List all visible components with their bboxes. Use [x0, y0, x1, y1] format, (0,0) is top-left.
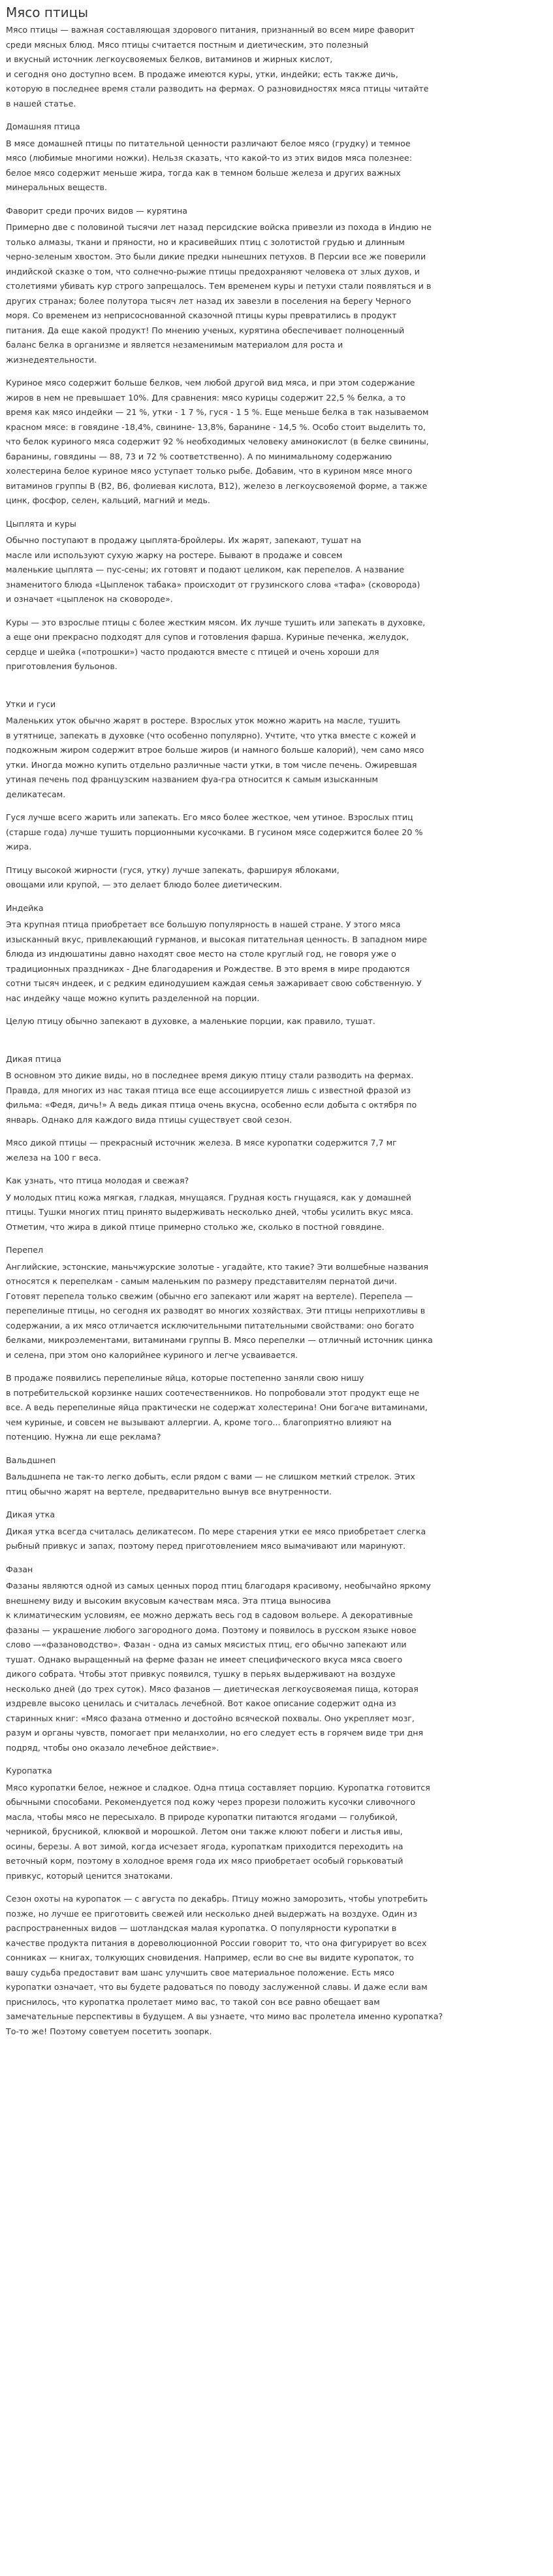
paragraph-line: маленькие цыплята — пус-сены; их готовят и подают целиком, как перепелов. А название — [6, 565, 405, 574]
paragraph-line: Целую птицу обычно запекают в духовке, а маленькие порции, как правило, тушат. — [6, 1016, 375, 1026]
paragraph — [6, 917, 548, 1006]
paragraph-line: куропатки означает, что вы будете радоваться по поводу заслуженной славы. И даже если вам — [6, 1982, 428, 1992]
paragraph-line: фильма: «Федя, дичь!» А ведь дикая птица очень вкусна, особенно если добыта с октября по — [6, 1100, 417, 1110]
section-heading: Вальдшнеп — [6, 1455, 56, 1465]
paragraph-line: и вкусный источник легкоусвояемых белков, витаминов и жирных кислот, — [6, 54, 333, 64]
paragraph-line: осины, березы. А вот зимой, когда исчезает ягода, куропаткам приходится переходить на — [6, 1841, 403, 1851]
paragraph-line: Правда, для многих из нас такая птица все еще ассоциируется лишь с известной фразой из — [6, 1085, 411, 1095]
paragraph-line: Обычно поступают в продажу цыплята-бройлеры. Их жарят, запекают, тушат на — [6, 535, 362, 545]
section-spacer — [6, 683, 548, 697]
paragraph-line: рыбный привкус и запах, поэтому перед приготовлением мясо вымачивают или маринуют. — [6, 1541, 406, 1551]
paragraph-line: замечательные перспективы в будущем. А вы узнаете, что мимо вас пролетела именно куропатка? — [6, 2011, 443, 2021]
paragraph-line: в утятнице, запекать в духовке (что особенно популярно). Учтите, что утка вместе с кожей и — [6, 730, 417, 740]
paragraph — [6, 1191, 548, 1235]
paragraph-line: нас индейку чаще можно купить разделенной на порции. — [6, 993, 260, 1003]
paragraph-line: В мясе домашней птицы по питательной ценности различают белое мясо (грудку) и темное — [6, 138, 411, 148]
paragraph-line: сердце и шейка («потрошки») часто продаются вместе с птицей и очень хороши для — [6, 646, 379, 657]
paragraph-line: чем куриные, и совсем не вызывают аллергии. А, кроме того... благоприятно влияют на — [6, 1417, 392, 1427]
paragraph-line: обычными способами. Рекомендуется под кожу через прорези положить кусочки сливочного — [6, 1797, 416, 1807]
paragraph-line: жиров в нем не превышает 10%. Для сравнения: мясо курицы содержит 22,5 % белка, а то — [6, 392, 406, 403]
paragraph-line: фазаны — украшение любого загородного дома. Поэтому и появилось в русском языке новое — [6, 1625, 417, 1635]
paragraph-line: птиц обычно жарят на вертеле, предварительно вынув все внутренности. — [6, 1486, 332, 1496]
paragraph — [6, 863, 548, 893]
paragraph-line: издревле высоко ценилась и считалась лечебной. Вот какое описание содержит одна из — [6, 1698, 396, 1708]
paragraph-line: птицы. Тушки многих птиц принято выдерживать несколько дней, чтобы усилить вкус мяса. — [6, 1207, 414, 1217]
paragraph — [6, 810, 548, 855]
section-heading: Фаворит среди прочих видов — курятина — [6, 205, 187, 216]
paragraph-line: традиционных праздниках - Дне благодарения и Рождестве. В это время в мире продаются — [6, 963, 410, 974]
paragraph-line: В основном это дикие виды, но в последнее время дикую птицу стали разводить на фермах. — [6, 1070, 414, 1080]
paragraph-line: цинк, фосфор, селен, кальций, магний и медь. — [6, 495, 210, 505]
paragraph-line: знаменитого блюда «Цыпленок табака» происходит от грузинского слова «тафа» (сковорода) — [6, 579, 420, 589]
paragraph-line: в потребительской корзинке наших соотечественников. Но попробовали этот продукт еще не — [6, 1387, 420, 1398]
paragraph-line: которую в последнее время стали разводить на фермах. О разновидностях мяса птицы читайте — [6, 84, 429, 93]
paragraph-line: тушат. Однако выращенный на ферме фазан не имеет специфического вкуса мяса своего — [6, 1654, 403, 1664]
paragraph — [6, 1068, 548, 1127]
paragraph-line: содержании, а их мясо отличается исключительными питательными свойствами: оно богато — [6, 1320, 415, 1330]
section-heading: Перепел — [6, 1245, 43, 1255]
paragraph-line: распространенных видов — шотландская малая куропатка. О популярности куропатки в — [6, 1923, 397, 1933]
paragraph-line: приготовления бульонов. — [6, 661, 118, 671]
paragraph — [6, 220, 548, 367]
paragraph-line: и сегодня оно доступно всем. В продаже имеются куры, утки, индейки; есть также дичь, — [6, 69, 398, 79]
paragraph-line: веточный корм, поэтому в холодное время года их мясо приобретает особый горьковатый — [6, 1856, 403, 1866]
paragraph-line: Фазаны являются одной из самых ценных пород птиц благодаря красивому, необычайно яркому — [6, 1581, 431, 1591]
section-heading: Куропатка — [6, 1766, 52, 1775]
paragraph-line: овощами или крупой, — это делает блюдо более диетическим. — [6, 880, 282, 889]
paragraph-line: перепелиные птицы, но сегодня их разводят во многих хозяйствах. Эти птицы неприхотливы в — [6, 1306, 426, 1315]
paragraph-line: Мясо куропатки белое, нежное и сладкое. Одна птица составляет порцию. Куропатка готовится — [6, 1782, 430, 1792]
paragraph-line: Мясо дикой птицы — прекрасный источник железа. В мясе куропатки содержится 7,7 мг — [6, 1138, 397, 1148]
paragraph-line: черно-зеленым хвостом. Это были дикие предки нынешних петухов. В Персии все же поверили — [6, 252, 426, 261]
paragraph-line: Эта крупная птица приобретает все большую популярность в нашей стране. У этого мяса — [6, 919, 401, 929]
section-heading: Дикая утка — [6, 1510, 55, 1519]
paragraph-line: Мясо птицы — важная составляющая здорового питания, признанный во всем мире фаворит — [6, 25, 415, 35]
paragraph-line: сонниках — книгах, толкующих сновидения. Например, если во сне вы видите куропаток, то — [6, 1953, 414, 1962]
paragraph — [6, 1579, 548, 1755]
paragraph-line: что белок куриного мяса содержит 92 % необходимых человеку аминокислот (в белке свинины, — [6, 437, 429, 446]
paragraph-line: баранины, говядины — 88, 73 и 72 % соответственно). А по минимальному содержанию — [6, 451, 392, 461]
paragraph-line: вашу судьба предоставит вам шанс улучшить свое материальное положение. Есть мясо — [6, 1967, 394, 1977]
paragraph-line: сотни тысяч индеек, и с редким единодушием каждая семья зажаривает свою собственную. У — [6, 978, 422, 988]
paragraph-line: блюда из индюшатины давно находят свое место на столе круглый год, не говоря уже о — [6, 949, 396, 959]
section-heading: Дикая птица — [6, 1053, 61, 1064]
paragraph-line: масла, чтобы мясо не пересыхало. В природе куропатки питаются ягодами — голубикой, — [6, 1811, 398, 1822]
paragraph-line: внешнему виду и высоким вкусовым качествам мяса. Эта птица выносива — [6, 1595, 331, 1606]
paragraph-line: жира. — [6, 842, 32, 851]
paragraph-line: слово —«фазановодство». Фазан - одна из самых мясистых птиц, его обычно запекают или — [6, 1640, 407, 1649]
paragraph-line: подряд, чтобы оно оказало лечебное действие». — [6, 1742, 219, 1753]
paragraph-line: изысканный вкус, привлекающий гурманов, и высокая питательная ценность. В западном мире — [6, 934, 427, 944]
paragraph-line: январь. Однако для каждого вида птицы существует свой сезон. — [6, 1114, 292, 1125]
paragraph-line: дикого собрата. Чтобы этот привкус появился, тушку в перьях выдерживают на воздухе — [6, 1669, 396, 1679]
paragraph-line: Готовят перепела только свежим (обычно его запекают или жарят на вертеле). Перепела — — [6, 1291, 413, 1301]
paragraph-line: все. А ведь перепелиные яйца практически не содержат холестерина! Они богаче витаминами, — [6, 1402, 428, 1412]
section-spacer — [6, 1038, 548, 1052]
paragraph-line: столетиями убивать кур строго запрещалось. Тем временем куры и петухи стали появляться и в — [6, 281, 432, 291]
section-heading: Цыплята и куры — [6, 518, 76, 529]
paragraph-line: среди мясных блюд. Мясо птицы считается постным и диетическим, это полезный — [6, 39, 369, 50]
paragraph-line: других странах; более полутора тысяч лет назад их завезли в поселения на берегу Черного — [6, 295, 411, 306]
paragraph — [6, 1470, 548, 1499]
paragraph-line: красном мясе: в говядине -18,4%, свинине- 13,8%, баранине - 14,5 %. Особо стоит выделить то, — [6, 421, 426, 432]
paragraph — [6, 1371, 548, 1445]
paragraph-line: а еще они прекрасно подходят для супов и готовления фарша. Куриные печенка, желудок, — [6, 632, 409, 642]
paragraph-line: минеральных веществ. — [6, 182, 107, 192]
paragraph-line: индийской сказке о том, что солнечно-рыжие птицы предохраняют человека от злых духов, и — [6, 266, 420, 276]
paragraph-line: Отметим, что жира в дикой птице примерно столько же, сколько в постной говядине. — [6, 1221, 385, 1232]
paragraph-line: витаминов группы В (В2, В6, фолиевая кислота, В12), железо в легкоусвояемой форме, а также — [6, 480, 428, 491]
paragraph-line: черникой, брусникой, клюквой и морошкой. Летом они также клюют побеги и листья ивы, — [6, 1826, 403, 1836]
article-body — [6, 23, 548, 2039]
paragraph — [6, 1136, 548, 1165]
paragraph-line: белое мясо содержит меньше жира, тогда как в темном больше железа и других важных — [6, 167, 401, 178]
paragraph-line: подкожным жиром содержит втрое больше жиров (и намного больше калорий), чем само мясо — [6, 745, 424, 755]
paragraph — [6, 1014, 548, 1029]
paragraph-line: качестве продукта питания в дореволюционной России говорит то, что она фигурирует во всех — [6, 1938, 427, 1948]
paragraph-line: Гуся лучше всего жарить или запекать. Его мясо более жесткое, чем утиное. Взрослых птиц — [6, 812, 413, 822]
paragraph-line: То-то же! Поэтому советуем посетить зоопарк. — [6, 2026, 212, 2036]
paragraph-line: относятся к перепелкам - самым маленьким по размеру представителям пернатой дичи. — [6, 1276, 397, 1286]
paragraph-line: к климатическим условиям, ее можно держать весь год в садовом вольере. А декоративные — [6, 1610, 413, 1620]
paragraph-line: Английские, эстонские, маньчжурские золотые - угадайте, кто такие? Эти волшебные названия — [6, 1261, 428, 1272]
paragraph-line: позже, но лучше ее приготовить свежей или несколько дней выдержать на воздухе. Один из — [6, 1908, 417, 1919]
paragraph-line: утиная печень под французским названием фуа-гра относится к самым изысканным — [6, 774, 379, 784]
article — [0, 4, 553, 2039]
section-heading: Утки и гуси — [6, 699, 56, 709]
paragraph-line: в нашей статье. — [6, 98, 76, 108]
section-heading: Индейка — [6, 902, 44, 913]
paragraph — [6, 1260, 548, 1363]
paragraph-line: и селена, при этом оно калорийнее куриного и легче усваивается. — [6, 1349, 298, 1360]
section-heading: Как узнать, что птица молодая и свежая? — [6, 1176, 189, 1185]
paragraph-line: Маленьких уток обычно жарят в ростере. Взрослых уток можно жарить на масле, тушить — [6, 716, 401, 725]
paragraph-line: Вальдшнепа не так-то легко добыть, если рядом с вами — не слишком меткий стрелок. Этих — [6, 1472, 415, 1481]
paragraph-line: Сезон охоты на куропаток — с августа по декабрь. Птицу можно заморозить, чтобы употребить — [6, 1894, 428, 1904]
paragraph-line: Примерно две с половиной тысячи лет назад персидские войска привезли из похода в Индию не — [6, 222, 432, 232]
paragraph-line: железа на 100 г веса. — [6, 1152, 101, 1163]
section-heading: Домашняя птица — [6, 122, 80, 131]
paragraph — [6, 137, 548, 195]
paragraph-line: и означает «цыпленок на сковороде». — [6, 594, 173, 604]
paragraph-line: деликатесам. — [6, 789, 66, 799]
paragraph-line: утки. Иногда можно купить отдельно различные части утки, в том числе печень. Ожиревшая — [6, 759, 417, 770]
paragraph — [6, 1781, 548, 1884]
paragraph-line: (старше года) лучше тушить порционными кусочками. В гусином мясе содержится более 20 % — [6, 827, 423, 837]
page-title: Мясо птицы — [6, 5, 89, 20]
paragraph — [6, 1892, 548, 2039]
paragraph-line: питания. Да еще какой продукт! По мнению ученых, курятина обеспечивает полноценный — [6, 325, 405, 335]
paragraph-line: Куриное мясо содержит больше белков, чем любой другой вид мяса, и при этом содержание — [6, 378, 415, 388]
paragraph-line: Дикая утка всегда считалась деликатесом. По мере старения утки ее мясо приобретает слегка — [6, 1526, 426, 1536]
paragraph — [6, 1525, 548, 1554]
paragraph-line: только алмазы, ткани и пряности, но и красивейших птиц с золотистой грудью и длинным — [6, 237, 405, 247]
section-heading: Фазан — [6, 1564, 33, 1574]
paragraph-line: масле или используют сухую жарку на ростере. Бывают в продаже и совсем — [6, 550, 343, 560]
paragraph-line: приснилось, что куропатка пролетает мимо вас, то такой сон все равно обещает вам — [6, 1996, 380, 2007]
paragraph-line: У молодых птиц кожа мягкая, гладкая, мнущаяся. Грудная кость гнущаяся, как у домашней — [6, 1192, 411, 1202]
paragraph — [6, 714, 548, 802]
paragraph-line: Птицу высокой жирности (гуся, утку) лучше запекать, фаршируя яблоками, — [6, 865, 340, 875]
paragraph — [6, 616, 548, 674]
paragraph-line: баланс белка в организме и является незаменимым материалом для роста и — [6, 340, 343, 350]
paragraph-line: моря. Со временем из неприсоснованной сказочной птицы куры превратились в продукт — [6, 310, 397, 320]
paragraph-line: привкус, который ценится знатоками. — [6, 1870, 173, 1881]
paragraph-line: В продаже появились перепелиные яйца, которые постепенно заняли свою нишу — [6, 1373, 364, 1383]
paragraph-line: время как мясо индейки — 21 %, утки - 1 7 %, гуся - 1 5 %. Еще меньше белка в так называемом — [6, 407, 429, 417]
paragraph — [6, 23, 548, 111]
paragraph-line: мясо (любимые многими ножки). Нельзя сказать, что какой-то из этих видов мяса полезнее: — [6, 153, 412, 163]
paragraph-line: Куры — это взрослые птицы с более жестким мясом. Их лучше тушить или запекать в духовке, — [6, 617, 426, 627]
paragraph-line: старинных книг: «Мясо фазана отменно и достойно всяческой похвалы. Оно укрепляет мозг, — [6, 1713, 415, 1723]
paragraph-line: несколько дней (до трех суток). Мясо фазанов — диетическая легкоусвояемая пища, которая — [6, 1683, 419, 1694]
paragraph-line: разум и органы чувств, помогает при меланхолии, но его следует есть в горячем виде три дня — [6, 1728, 424, 1738]
paragraph-line: потенцию. Нужна ли еще реклама? — [6, 1432, 161, 1442]
paragraph — [6, 376, 548, 508]
paragraph-line: белками, микроэлементами, витаминами группы В. Мясо перепелки — отличный источник цинка — [6, 1335, 433, 1345]
paragraph-line: жизнедеятельности. — [6, 354, 97, 365]
paragraph — [6, 533, 548, 607]
paragraph-line: холестерина белое куриное мясо уступает только рыбе. Добавим, что в курином мясе много — [6, 466, 413, 476]
